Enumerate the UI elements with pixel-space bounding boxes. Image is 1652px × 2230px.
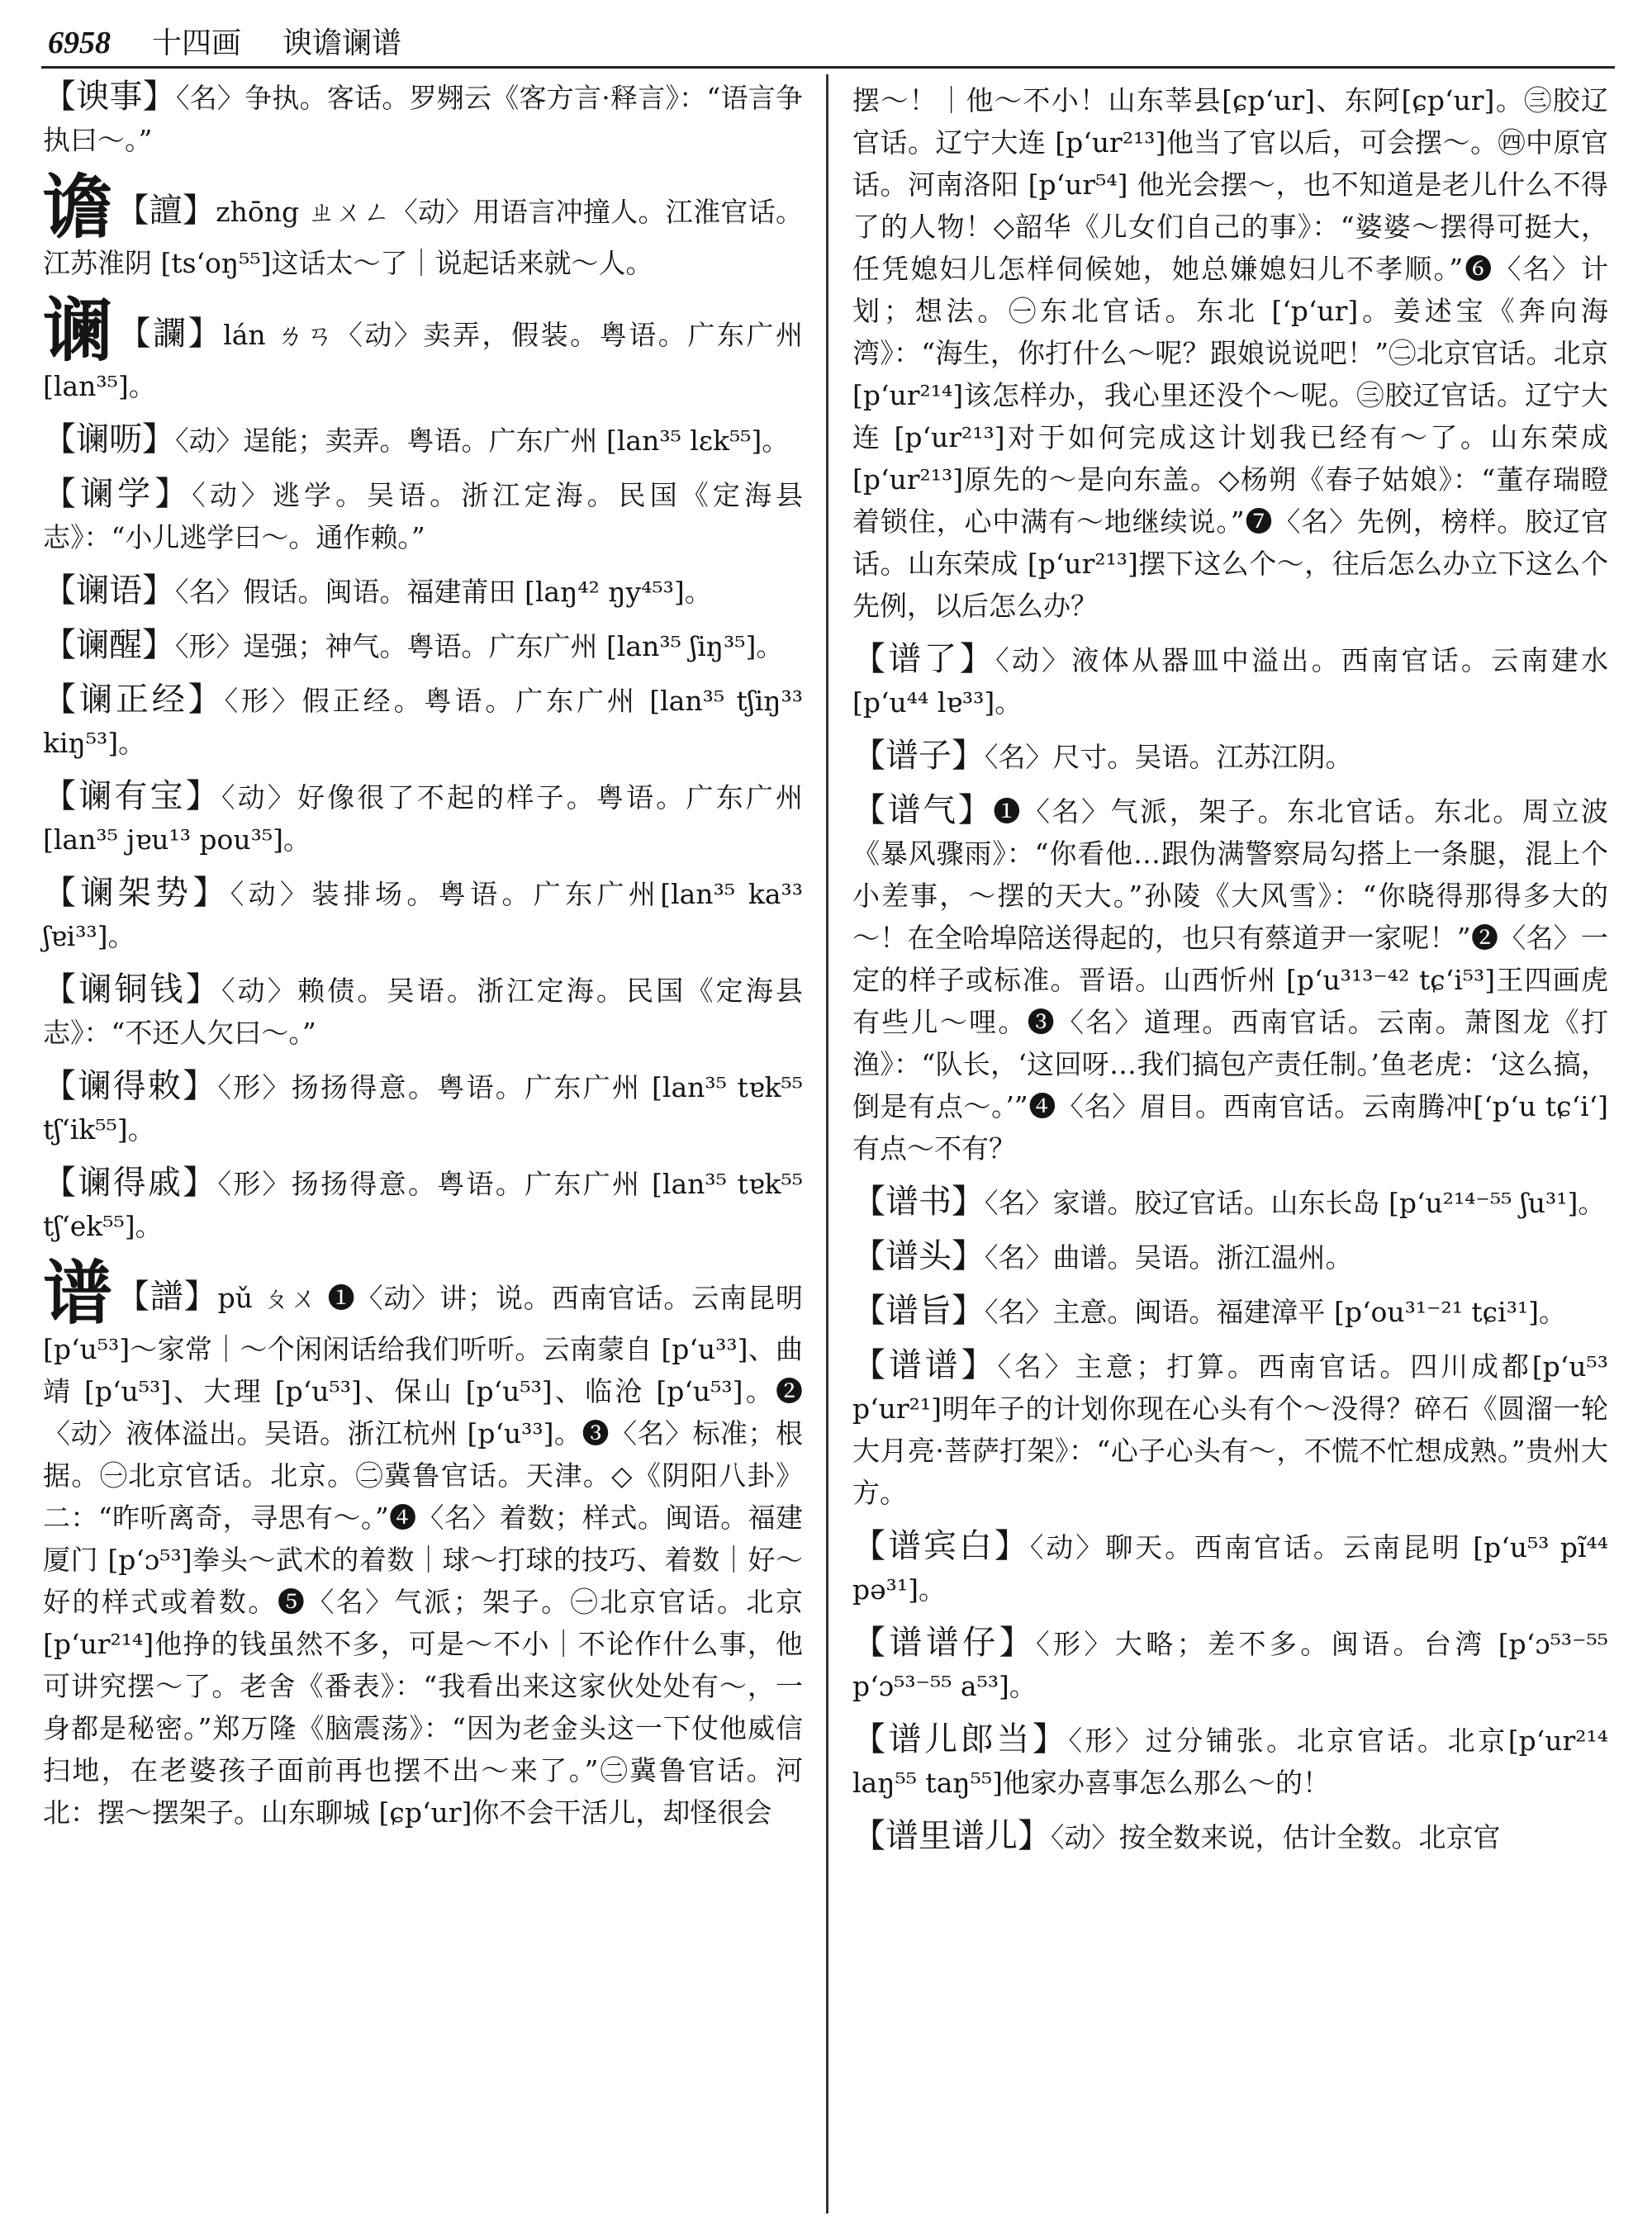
entry-headword: 【谱了】 — [852, 640, 996, 678]
head-characters: 谀谵谰谱 — [282, 26, 402, 60]
left-column — [43, 76, 803, 1845]
dictionary-entry — [43, 1252, 803, 1834]
entry-headword: 【谰得戚】 — [43, 1164, 218, 1202]
entry-definition: 〈形〉大略；差不多。闽语。台湾 [pʻɔ⁵³⁻⁵⁵ pʻɔ⁵³⁻⁵⁵ a⁵³]。 — [852, 1628, 1609, 1702]
entry-definition: 〈形〉扬扬得意。粤语。广东广州 [lan³⁵ tɐk⁵⁵ tʃʻek⁵⁵]。 — [43, 1168, 803, 1242]
entry-headword: 【谱气】 — [852, 791, 994, 829]
dictionary-entry — [852, 1290, 1608, 1333]
dictionary-entry — [852, 735, 1608, 778]
entry-definition: 〈名〉家谱。胶辽官话。山东长岛 [pʻu²¹⁴⁻⁵⁵ ʃu³¹]。 — [985, 1187, 1606, 1219]
dictionary-entry — [852, 790, 1608, 1170]
dictionary-entry — [43, 969, 803, 1054]
right-column — [852, 76, 1608, 1870]
entry-headword: 【谰呖】 — [43, 420, 175, 458]
entry-definition: 〈名〉曲谱。吴语。浙江温州。 — [985, 1241, 1353, 1274]
entry-headword: 【谰铜钱】 — [43, 970, 221, 1008]
dictionary-entry — [852, 1181, 1608, 1224]
dictionary-entry — [43, 624, 803, 667]
entry-definition: 〈名〉假话。闽语。福建莆田 [laŋ⁴² ŋy⁴⁵³]。 — [175, 576, 712, 608]
entry-definition: 〈动〉按全数来说，估计全数。北京官 — [1051, 1821, 1501, 1853]
entry-headword: 【谱谱】 — [852, 1346, 998, 1384]
entry-definition: ❶〈名〉气派，架子。东北官话。东北。周立波《暴风骤雨》：“你看他…跟伪满警察局勾搭上一条腿，混上个小差事，～摆的天大。”孙陵《大风雪》：“你晓得那得多大的～！在全哈埠陪送得起的，也只有蔡道尹一家呢！”❷〈名〉一定的样子或标准。晋语。山西忻州 [pʻu³¹³⁻⁴² tɕʻi⁵³]王四画虎有些儿～哩。❸〈名〉道理。西南官话。云南。萧图龙《打渔》：“队长，‘这回呀…我们搞包产责任制。’鱼老虎：‘这么搞，倒是有点～。’”❹〈名〉眉目。西南官话。云南腾冲[ʻpʻu tɕʻiʻ]有点～不有？ — [852, 795, 1609, 1165]
dictionary-entry — [43, 570, 803, 613]
dictionary-entry — [852, 1719, 1608, 1804]
entry-definition: 〈动〉聊天。西南官话。云南昆明 [pʻu⁵³ pĩ⁴⁴ pə³¹]。 — [852, 1531, 1608, 1606]
entry-headword: 【谰醒】 — [43, 626, 175, 664]
dictionary-entry — [43, 76, 803, 161]
dictionary-entry — [43, 679, 803, 764]
entry-headword: 【谰得敕】 — [43, 1067, 218, 1105]
entry-definition: 〈形〉过分铺张。北京官话。北京[pʻur²¹⁴ laŋ⁵⁵ taŋ⁵⁵]他家办喜事怎么那么～的！ — [852, 1725, 1608, 1799]
dictionary-entry — [43, 1065, 803, 1151]
dictionary-entry — [852, 1622, 1608, 1707]
page-header — [48, 20, 1617, 66]
entry-definition: pǔ ㄆㄨ ❶〈动〉讲；说。西南官话。云南昆明 [pʻu⁵³]～家常｜～个闲闲话给我们听听。云南蒙自 [pʻu³³]、曲靖 [pʻu⁵³]、大理 [pʻu⁵³]、保山 [pʻu⁵³]、临沧 [pʻu⁵³]。❷〈动〉液体溢出。吴语。浙江杭州 [pʻu³³]。❸〈名〉标准；根据。㊀北京官话。北京。㊁冀鲁官话。天津。◇《阴阳八卦》二：“昨听离奇，寻思有～。”❹〈名〉着数；样式。闽语。福建厦门 [pʻɔ⁵³]拳头～武术的着数｜球～打球的技巧、着数｜好～好的样式或着数。❺〈名〉气派；架子。㊀北京官话。北京 [pʻur²¹⁴]他挣的钱虽然不多，可是～不小｜不论作什么事，他可讲究摆～了。老舍《番表》：“我看出来这家伙处处有～，一身都是秘密。”郑万隆《脑震荡》：“因为老金头这一下仗他威信扫地，在老婆孩子面前再也摆不出～来了。”㊁冀鲁官话。河北：摆～摆架子。山东聊城 [ɕpʻur]你不会干活儿，却怪很会 — [43, 1282, 803, 1829]
dictionary-entry — [43, 776, 803, 861]
entry-headword: 【譠】 — [116, 192, 216, 230]
entry-definition: 〈动〉逞能；卖弄。粤语。广东广州 [lan³⁵ lɛk⁵⁵]。 — [175, 425, 790, 457]
dictionary-entry — [852, 1345, 1608, 1514]
head-character: 谱 — [43, 1252, 113, 1334]
dictionary-entry-continued — [852, 79, 1608, 627]
entry-definition: 〈动〉液体从器皿中溢出。西南官话。云南建水 [pʻu⁴⁴ lɐ³³]。 — [852, 644, 1609, 719]
entry-headword: 【谰有宝】 — [43, 777, 221, 815]
entry-definition: 〈动〉赖债。吴语。浙江定海。民国《定海县志》：“不还人欠曰～。” — [43, 975, 803, 1049]
entry-definition: 〈形〉假正经。粤语。广东广州 [lan³⁵ tʃiŋ³³ kiŋ⁵³]。 — [43, 685, 804, 759]
entry-headword: 【谰架势】 — [43, 874, 230, 912]
entry-headword: 【谱书】 — [852, 1183, 985, 1221]
entry-headword: 【谱头】 — [852, 1237, 985, 1275]
stroke-count: 十四画 — [152, 26, 242, 60]
entry-definition: 〈动〉逃学。吴语。浙江定海。民国《定海县志》：“小儿逃学曰～。通作赖。” — [43, 479, 804, 553]
head-character: 谵 — [43, 166, 113, 248]
entry-definition: 〈形〉逞强；神气。粤语。广东广州 [lan³⁵ ʃiŋ³⁵]。 — [175, 630, 784, 662]
entry-headword: 【谰正经】 — [43, 681, 225, 719]
dictionary-entry — [852, 638, 1608, 724]
entry-headword: 【谱旨】 — [852, 1292, 985, 1330]
page-number: 6958 — [48, 26, 111, 60]
dictionary-entry — [43, 289, 803, 407]
dictionary-entry — [43, 872, 803, 957]
dictionary-entry — [43, 473, 803, 558]
entry-headword: 【讕】 — [117, 315, 224, 353]
entry-headword: 【谱子】 — [852, 737, 985, 775]
entry-headword: 【谱谱仔】 — [852, 1624, 1037, 1662]
head-character: 谰 — [43, 289, 115, 371]
entry-definition: 〈形〉扬扬得意。粤语。广东广州 [lan³⁵ tɐk⁵⁵ tʃʻik⁵⁵]。 — [43, 1071, 803, 1146]
entry-definition: lán ㄌㄢ〈动〉卖弄，假装。粤语。广东广州 [lan³⁵]。 — [43, 319, 803, 402]
entry-headword: 【谀事】 — [43, 78, 176, 116]
dictionary-entry — [852, 1815, 1608, 1858]
dictionary-entry — [43, 419, 803, 462]
entry-definition: 〈名〉主意。闽语。福建漳平 [pʻou³¹⁻²¹ tɕi³¹]。 — [985, 1296, 1567, 1328]
entry-headword: 【谱宾白】 — [852, 1527, 1030, 1565]
entry-definition: 〈动〉装排场。粤语。广东广州[lan³⁵ ka³³ ʃɐi³³]。 — [43, 878, 803, 952]
entry-headword: 【譜】 — [116, 1278, 218, 1316]
entry-definition: 〈名〉尺寸。吴语。江苏江阴。 — [985, 741, 1353, 773]
column-divider — [826, 74, 828, 2213]
entry-definition: 摆～！｜他～不小！山东莘县[ɕpʻur]、东阿[ɕpʻur]。㊂胶辽官话。辽宁大连 [pʻur²¹³]他当了官以后，可会摆～。㊃中原官话。河南洛阳 [pʻur⁵⁴] 他光会摆～，也不知道是老儿什么不得了的人物！◇韶华《儿女们自己的事》：“婆婆～摆得可挺大，任凭媳妇儿怎样伺候她，她总嫌媳妇儿不孝顺。”❻〈名〉计划；想法。㊀东北官话。东北 [ʻpʻur]。姜述宝《奔向海湾》：“海生，你打什么～呢？跟娘说说吧！”㊁北京官话。北京 [pʻur²¹⁴]该怎样办，我心里还没个～呢。㊂胶辽官话。辽宁大连 [pʻur²¹³]对于如何完成这计划我已经有～了。山东荣成 [pʻur²¹³]原先的～是向东盖。◇杨朔《春子姑娘》：“董存瑞瞪着锁住，心中满有～地继续说。”❼〈名〉先例，榜样。胶辽官话。山东荣成 [pʻur²¹³]摆下这么个～，往后怎么办立下这么个先例，以后怎么办？ — [852, 84, 1608, 622]
dictionary-entry — [852, 1525, 1608, 1611]
header-rule — [41, 66, 1615, 69]
entry-definition: 〈名〉争执。客话。罗翙云《客方言·释言》：“语言争执曰～。” — [43, 82, 803, 156]
dictionary-entry — [852, 1236, 1608, 1279]
entry-definition: 〈名〉主意；打算。西南官话。四川成都[pʻu⁵³ pʻur²¹]明年子的计划你现在心头有个～没得？碎石《圆溜一轮大月亮·菩萨打架》：“心子心头有～，不慌不忙想成熟。”贵州大方。 — [852, 1350, 1609, 1509]
entry-headword: 【谰语】 — [43, 572, 175, 610]
entry-definition: 〈动〉好像很了不起的样子。粤语。广东广州 [lan³⁵ jɐu¹³ pou³⁵]。 — [43, 781, 803, 856]
entry-headword: 【谱儿郎当】 — [852, 1720, 1069, 1758]
entry-headword: 【谱里谱儿】 — [852, 1817, 1051, 1855]
entry-headword: 【谰学】 — [43, 475, 192, 513]
dictionary-entry — [43, 166, 804, 284]
entry-definition: zhōng ㄓㄨㄥ〈动〉用语言冲撞人。江淮官话。江苏淮阴 [tsʻoŋ⁵⁵]这话太～了｜说起话来就～人。 — [43, 196, 804, 279]
dictionary-entry — [43, 1162, 803, 1247]
